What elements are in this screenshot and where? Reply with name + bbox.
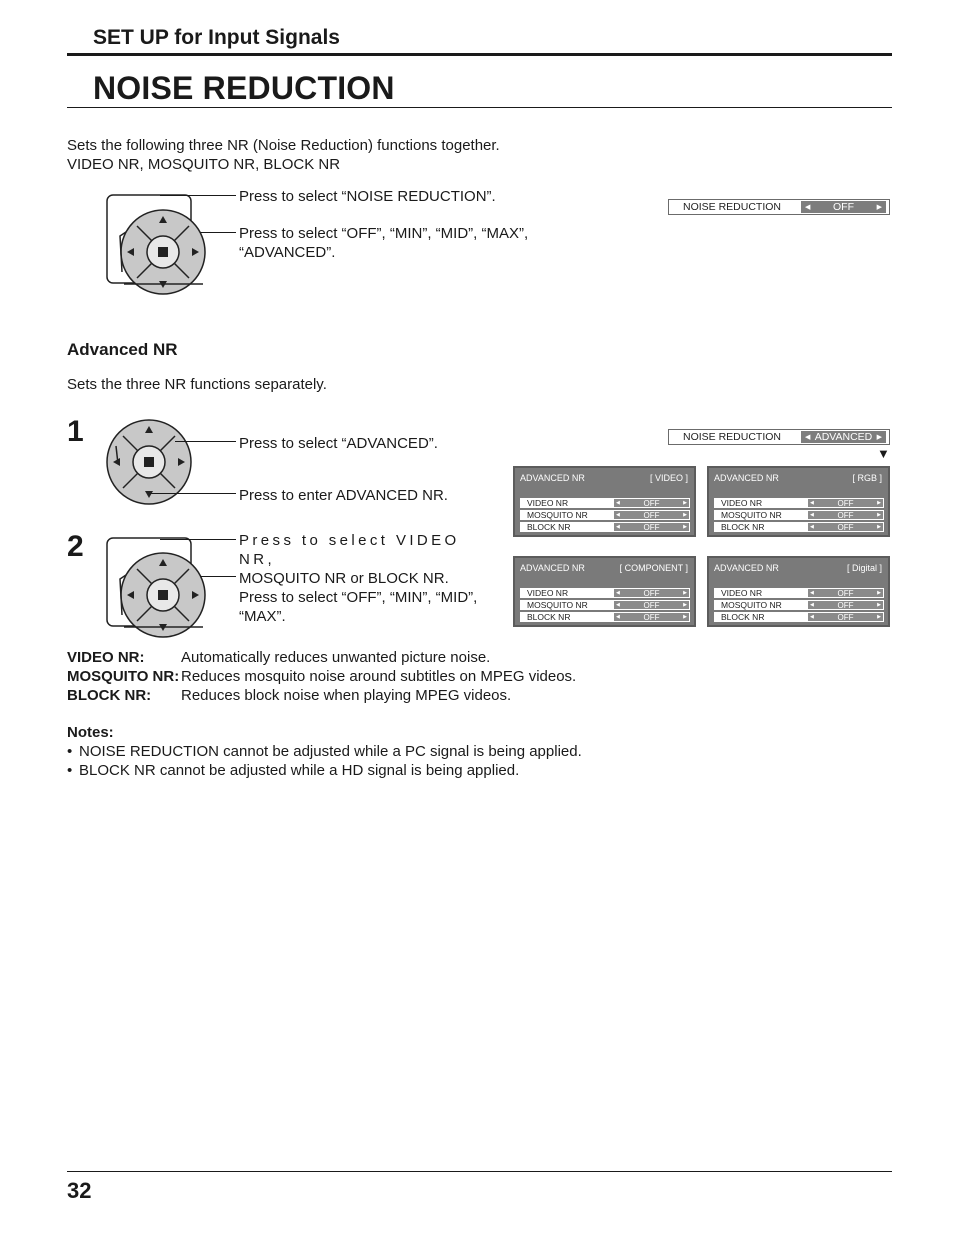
panel-row-label: BLOCK NR xyxy=(527,612,571,622)
remote-dpad-icon xyxy=(104,535,216,639)
menu-label: NOISE REDUCTION xyxy=(683,201,782,213)
notes-heading: Notes: xyxy=(67,724,114,741)
panel-spacer xyxy=(709,488,888,498)
panel-header xyxy=(515,468,694,488)
definition-term: BLOCK NR: xyxy=(67,687,152,704)
right-arrow-icon: ▶ xyxy=(877,590,881,596)
panel-row-label: BLOCK NR xyxy=(721,522,765,532)
right-arrow-icon: ▶ xyxy=(683,500,687,506)
definition-desc: Automatically reduces unwanted picture noise. xyxy=(181,649,491,666)
right-arrow-icon: ▶ xyxy=(877,500,881,506)
panel-row-label: VIDEO NR xyxy=(721,498,763,508)
panel-header xyxy=(515,558,694,578)
panel-header xyxy=(709,558,888,578)
callout-select-value xyxy=(239,224,528,262)
panel-row-value-text: OFF xyxy=(643,588,660,598)
panel-row-value-text: OFF xyxy=(837,600,854,610)
panel-row-value xyxy=(808,613,883,621)
advanced-nr-panel xyxy=(707,466,890,537)
right-arrow-icon: ▶ xyxy=(877,524,881,530)
section-title: SET UP for Input Signals xyxy=(93,26,340,49)
panel-row-value xyxy=(808,511,883,519)
panel-row-label: MOSQUITO NR xyxy=(721,510,782,520)
advanced-nr-panel xyxy=(513,466,696,537)
panel-row xyxy=(714,522,884,532)
panel-row-value-text: OFF xyxy=(837,498,854,508)
title-rule xyxy=(67,107,892,108)
panel-row-value xyxy=(614,499,689,507)
panel-row-value-text: OFF xyxy=(837,510,854,520)
definitions-list xyxy=(67,648,576,705)
left-arrow-icon: ◀ xyxy=(810,524,814,530)
panel-row-value-text: OFF xyxy=(837,612,854,622)
definition-term: MOSQUITO NR: xyxy=(67,668,180,685)
intro-line-2: VIDEO NR, MOSQUITO NR, BLOCK NR xyxy=(67,156,341,173)
remote-dpad-icon xyxy=(104,418,196,510)
panel-row-label: MOSQUITO NR xyxy=(527,600,588,610)
right-arrow-icon: ▶ xyxy=(683,512,687,518)
right-arrow-icon: ▶ xyxy=(877,512,881,518)
panel-row-label: VIDEO NR xyxy=(527,588,569,598)
callout-line-1: Press to select “OFF”, “MIN”, “MID”, “MAX”, xyxy=(239,225,529,242)
menu-value xyxy=(801,431,886,443)
panel-title: ADVANCED NR xyxy=(714,563,779,573)
definition-desc: Reduces block noise when playing MPEG videos. xyxy=(181,687,512,704)
left-arrow-icon: ◀ xyxy=(616,500,620,506)
panel-row-label: BLOCK NR xyxy=(721,612,765,622)
step-2-line-1: Press to select VIDEO NR, xyxy=(239,532,460,568)
panel-row xyxy=(714,600,884,610)
left-arrow-icon: ◀ xyxy=(616,602,620,608)
step-2-line-2: MOSQUITO NR or BLOCK NR. xyxy=(239,570,449,587)
left-arrow-icon: ◀ xyxy=(616,524,620,530)
left-arrow-icon: ◀ xyxy=(805,204,811,211)
panel-row-value xyxy=(614,511,689,519)
definition-row xyxy=(67,648,576,667)
right-arrow-icon: ▶ xyxy=(683,524,687,530)
left-arrow-icon: ◀ xyxy=(810,512,814,518)
step-2-line-3: Press to select “OFF”, “MIN”, “MID”, xyxy=(239,589,478,606)
remote-dpad-icon xyxy=(104,192,216,296)
right-arrow-icon: ▶ xyxy=(877,614,881,620)
panel-row-label: BLOCK NR xyxy=(527,522,571,532)
callout-line-2: “ADVANCED”. xyxy=(239,244,336,261)
panel-row-value xyxy=(614,589,689,597)
menu-value-text: OFF xyxy=(833,201,854,213)
panel-row xyxy=(714,498,884,508)
definition-row xyxy=(67,686,576,705)
callout-line xyxy=(200,576,236,577)
panel-title: ADVANCED NR xyxy=(714,473,779,483)
header-rule xyxy=(67,53,892,56)
left-arrow-icon: ◀ xyxy=(810,602,814,608)
left-arrow-icon: ◀ xyxy=(810,614,814,620)
panel-row-value xyxy=(808,499,883,507)
panel-row xyxy=(520,600,690,610)
panel-spacer xyxy=(709,578,888,588)
panel-source: [ RGB ] xyxy=(852,473,882,483)
step-1-number: 1 xyxy=(67,415,84,448)
panel-row-value-text: OFF xyxy=(643,600,660,610)
panel-row xyxy=(520,510,690,520)
advanced-desc: Sets the three NR functions separately. xyxy=(67,376,327,393)
right-arrow-icon: ▶ xyxy=(876,204,882,211)
note-item xyxy=(67,761,582,780)
bullet-icon: • xyxy=(67,762,73,779)
step-2-line-4: “MAX”. xyxy=(239,608,286,625)
panel-row-value xyxy=(614,613,689,621)
right-arrow-icon: ▶ xyxy=(876,434,882,441)
panel-source: [ VIDEO ] xyxy=(649,473,688,483)
right-arrow-icon: ▶ xyxy=(683,602,687,608)
right-arrow-icon: ▶ xyxy=(683,614,687,620)
menu-value xyxy=(801,201,886,213)
callout-line xyxy=(200,232,236,233)
right-arrow-icon: ▶ xyxy=(683,590,687,596)
panel-row-label: MOSQUITO NR xyxy=(721,600,782,610)
panel-spacer xyxy=(515,488,694,498)
panel-row-value-text: OFF xyxy=(643,498,660,508)
panel-source: [ Digital ] xyxy=(846,563,882,573)
panel-row xyxy=(714,588,884,598)
left-arrow-icon: ◀ xyxy=(810,590,814,596)
panel-row-value-text: OFF xyxy=(643,510,660,520)
panel-header xyxy=(709,468,888,488)
panel-row-label: VIDEO NR xyxy=(721,588,763,598)
advanced-nr-panel xyxy=(513,556,696,627)
left-arrow-icon: ◀ xyxy=(810,500,814,506)
right-arrow-icon: ▶ xyxy=(877,602,881,608)
panel-row xyxy=(714,612,884,622)
panel-row xyxy=(520,612,690,622)
panel-title: ADVANCED NR xyxy=(520,473,585,483)
osd-noise-reduction-advanced-menu xyxy=(668,429,890,445)
menu-label: NOISE REDUCTION xyxy=(683,431,782,443)
left-arrow-icon: ◀ xyxy=(616,590,620,596)
down-arrow-icon: ▼ xyxy=(877,446,890,461)
intro-text xyxy=(67,136,500,174)
left-arrow-icon: ◀ xyxy=(616,512,620,518)
panel-row-value-text: OFF xyxy=(837,588,854,598)
callout-select-nr: Press to select “NOISE REDUCTION”. xyxy=(239,188,496,205)
panel-row-value xyxy=(614,523,689,531)
panel-row-value-text: OFF xyxy=(837,522,854,532)
bullet-icon: • xyxy=(67,743,73,760)
page-title: NOISE REDUCTION xyxy=(93,70,395,106)
step-1-select-advanced: Press to select “ADVANCED”. xyxy=(239,435,438,452)
panel-row xyxy=(714,510,884,520)
note-text: NOISE REDUCTION cannot be adjusted while a PC signal is being applied. xyxy=(79,743,582,760)
menu-value-text: ADVANCED xyxy=(814,431,873,443)
left-arrow-icon: ◀ xyxy=(805,434,811,441)
panel-source: [ COMPONENT ] xyxy=(619,563,688,573)
callout-line xyxy=(160,539,236,540)
panel-row-value xyxy=(808,601,883,609)
left-arrow-icon: ◀ xyxy=(616,614,620,620)
footer-rule xyxy=(67,1171,892,1172)
definition-term: VIDEO NR: xyxy=(67,649,145,666)
note-item xyxy=(67,742,582,761)
panel-row-value xyxy=(808,589,883,597)
definition-row xyxy=(67,667,576,686)
advanced-heading: Advanced NR xyxy=(67,340,178,359)
panel-spacer xyxy=(515,578,694,588)
step-2-text xyxy=(239,531,489,626)
callout-line xyxy=(160,195,236,196)
panel-row-value xyxy=(614,601,689,609)
intro-line-1: Sets the following three NR (Noise Reduction) functions together. xyxy=(67,137,500,154)
panel-row-value-text: OFF xyxy=(643,612,660,622)
panel-row xyxy=(520,498,690,508)
panel-row-label: VIDEO NR xyxy=(527,498,569,508)
panel-row-value xyxy=(808,523,883,531)
panel-row xyxy=(520,522,690,532)
osd-noise-reduction-menu xyxy=(668,199,890,215)
step-1-enter-advanced: Press to enter ADVANCED NR. xyxy=(239,487,448,504)
definition-desc: Reduces mosquito noise around subtitles on MPEG videos. xyxy=(181,668,577,685)
step-2-number: 2 xyxy=(67,530,84,563)
callout-line xyxy=(175,441,236,442)
panel-row xyxy=(520,588,690,598)
panel-row-value-text: OFF xyxy=(643,522,660,532)
panel-row-label: MOSQUITO NR xyxy=(527,510,588,520)
note-text: BLOCK NR cannot be adjusted while a HD signal is being applied. xyxy=(79,762,520,779)
panel-title: ADVANCED NR xyxy=(520,563,585,573)
notes xyxy=(67,723,582,780)
callout-line xyxy=(150,493,236,494)
advanced-nr-panel xyxy=(707,556,890,627)
page-number: 32 xyxy=(67,1178,92,1203)
